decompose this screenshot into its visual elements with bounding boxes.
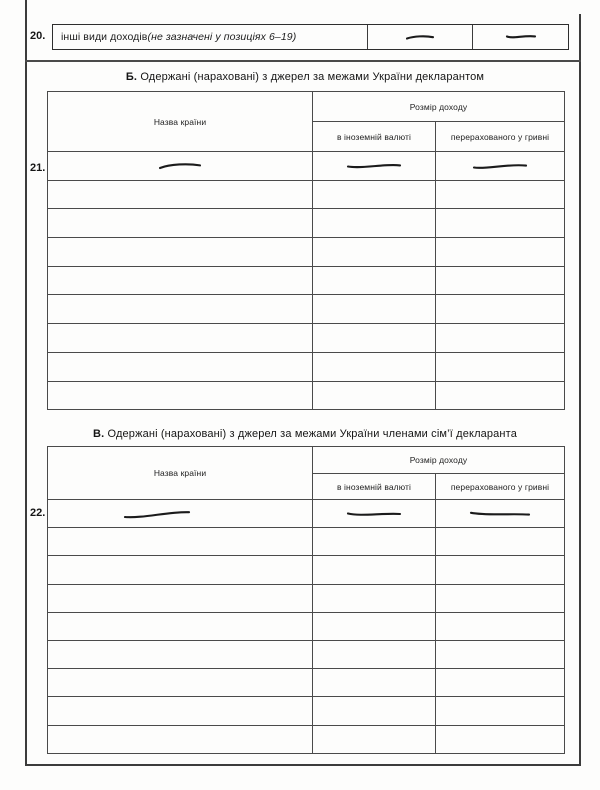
item-20-label (53, 25, 368, 49)
handwritten-dash-mark (158, 159, 202, 173)
section-v-title-text: Одержані (нараховані) з джерел за межами України членами сім’ї декларанта (104, 428, 517, 440)
section-v-table (47, 446, 565, 754)
table-row-empty (48, 612, 565, 640)
column-header-hryvnia: перерахованого у гривні (436, 474, 565, 500)
row21-foreign-cell (313, 152, 436, 181)
table-row-empty (48, 697, 565, 725)
section-b-table (47, 91, 565, 410)
table-row-empty (48, 324, 565, 353)
handwritten-dash-mark (346, 159, 402, 173)
table-row-empty (48, 584, 565, 612)
item-20-hryvnia-cell (473, 25, 568, 49)
table-row-empty (48, 640, 565, 668)
section-v-title (40, 428, 570, 440)
row21-country-cell (48, 152, 313, 181)
item-20-foreign-currency-cell (368, 25, 473, 49)
column-header-country: Назва країни (48, 92, 313, 152)
row22-country-cell (48, 500, 313, 528)
table-row-empty (48, 209, 565, 238)
table-row-empty (48, 238, 565, 267)
item-22-number: 22. (30, 507, 46, 519)
item-20-label-note: (не зазначені у позиціях 6–19) (147, 31, 297, 43)
handwritten-dash-mark (505, 31, 537, 43)
section-b-title-text: Одержані (нараховані) з джерел за межами України декларантом (137, 71, 485, 83)
page-frame-bottom-line (25, 764, 581, 766)
handwritten-dash-mark (346, 507, 402, 521)
item-20-number: 20. (30, 30, 46, 42)
column-header-income-group: Розмір доходу (313, 92, 565, 122)
handwritten-dash-mark (123, 507, 191, 521)
table-row-22 (48, 500, 565, 528)
column-header-country: Назва країни (48, 447, 313, 500)
column-header-foreign-currency: в іноземній валюті (313, 122, 436, 152)
table-row-empty (48, 381, 565, 410)
table-row-empty (48, 725, 565, 753)
section-b-letter: Б. (125, 71, 138, 83)
section-v-letter: В. (92, 428, 105, 440)
row22-foreign-cell (313, 500, 436, 528)
item-20-label-text: інші види доходів (61, 31, 148, 43)
item-21-number: 21. (30, 162, 46, 174)
table-row-21 (48, 152, 565, 181)
handwritten-dash-mark (469, 507, 531, 521)
section-b-title (40, 71, 570, 83)
table-row-empty (48, 352, 565, 381)
row20-section-divider-line (25, 60, 581, 62)
handwritten-dash-mark (405, 31, 435, 43)
row22-hryvnia-cell (436, 500, 565, 528)
handwritten-dash-mark (472, 159, 528, 173)
row21-hryvnia-cell (436, 152, 565, 181)
page-frame-right-line (579, 14, 581, 766)
column-header-hryvnia: перерахованого у гривні (436, 122, 565, 152)
table-row-empty (48, 180, 565, 209)
table-row-empty (48, 669, 565, 697)
table-row-empty (48, 556, 565, 584)
table-row-empty (48, 528, 565, 556)
table-row-empty (48, 266, 565, 295)
table-row-empty (48, 295, 565, 324)
item-20-row (52, 24, 569, 50)
page-frame-left-line (25, 0, 27, 766)
column-header-income-group: Розмір доходу (313, 447, 565, 474)
column-header-foreign-currency: в іноземній валюті (313, 474, 436, 500)
